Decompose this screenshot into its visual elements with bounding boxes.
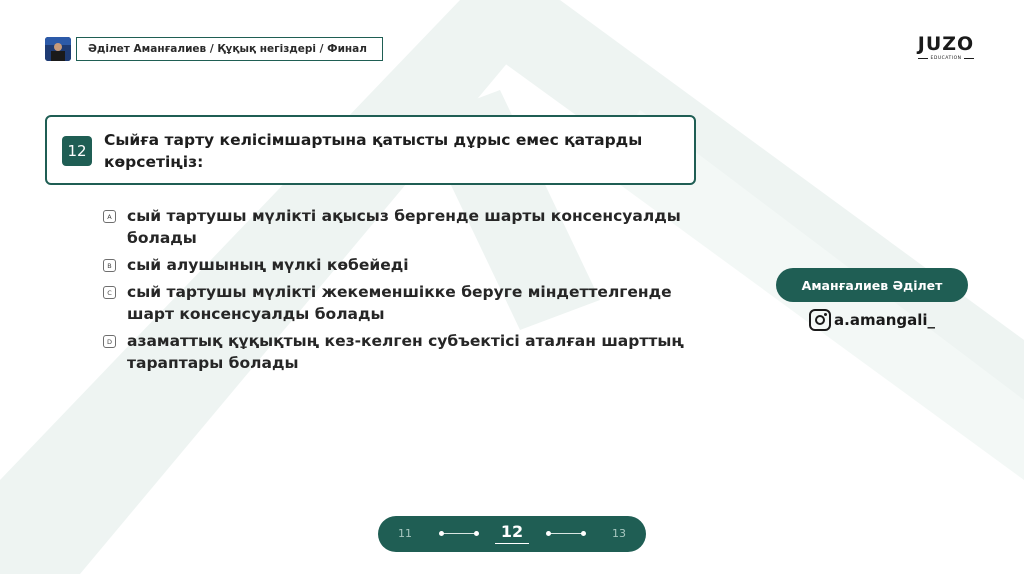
author-name: Аманғалиев Әділет <box>801 277 943 293</box>
logo-word: JUZO <box>917 33 975 55</box>
brand-logo <box>911 34 981 61</box>
question-card <box>45 115 696 185</box>
answer-letter-c: C <box>103 286 116 299</box>
question-number-badge: 12 <box>62 136 92 166</box>
breadcrumb-text: Әділет Аманғалиев / Құқық негіздері / Финал <box>88 43 367 55</box>
answer-letter-d: D <box>103 335 116 348</box>
answer-list <box>103 205 723 379</box>
next-slide-number[interactable]: 13 <box>612 527 626 540</box>
instagram-link[interactable] <box>809 309 935 331</box>
answer-letter-a: A <box>103 210 116 223</box>
logo-sub-text: EDUCATION <box>930 56 962 61</box>
answer-text-a: сый тартушы мүлікті ақысыз бергенде шарты консенсуалды болады <box>127 207 681 247</box>
pager-left-connector <box>441 533 477 534</box>
answer-letter-b: B <box>103 259 116 272</box>
breadcrumb <box>76 37 383 61</box>
instagram-icon <box>809 309 831 331</box>
previous-slide-number[interactable]: 11 <box>398 527 412 540</box>
instagram-handle: a.amangali_ <box>834 311 936 329</box>
answer-option-b[interactable] <box>103 254 723 276</box>
logo-subtitle <box>911 56 981 61</box>
current-slide-number: 12 <box>495 522 529 544</box>
answer-option-a[interactable] <box>103 205 723 249</box>
answer-option-d[interactable] <box>103 330 723 374</box>
answer-text-d: азаматтық құқықтың кез-келген субъектісі аталған шарттың тараптары болады <box>127 332 684 372</box>
answer-option-c[interactable] <box>103 281 723 325</box>
author-name-badge <box>776 268 968 302</box>
author-avatar <box>45 37 71 61</box>
answer-text-b: сый алушының мүлкі көбейеді <box>127 256 409 274</box>
question-text: Сыйға тарту келісімшартына қатысты дұрыс емес қатарды көрсетіңіз: <box>104 131 643 171</box>
pager-right-connector <box>548 533 584 534</box>
slide-pager <box>378 516 646 552</box>
answer-text-c: сый тартушы мүлікті жекеменшікке беруге міндеттелгенде шарт консенсуалды болады <box>127 283 672 323</box>
